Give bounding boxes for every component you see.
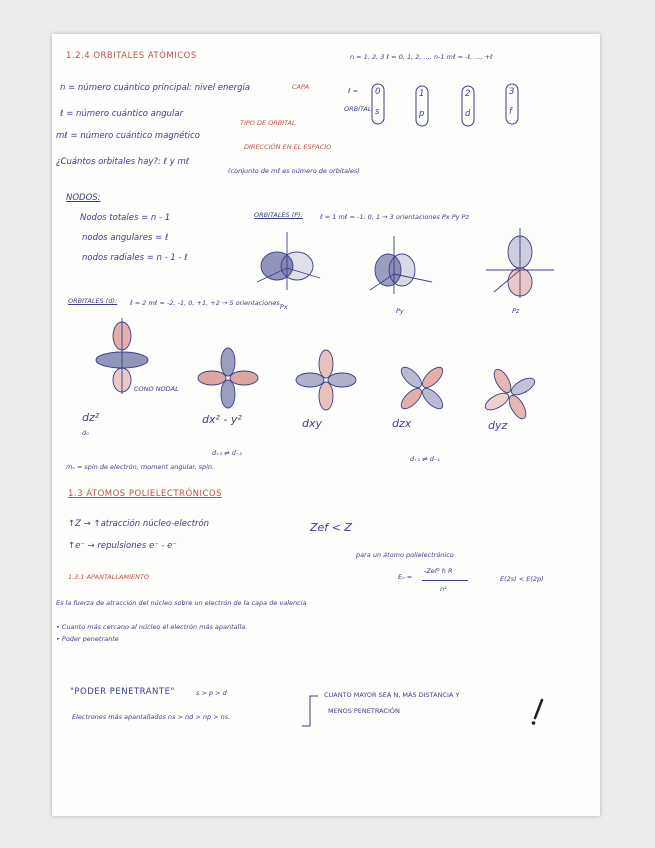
table-orbital-label: ORBITAL bbox=[344, 105, 372, 113]
dz2-orbital-sketch bbox=[86, 316, 166, 396]
table-l-1: 1 bbox=[419, 89, 425, 99]
dyz-orbital-sketch bbox=[480, 364, 540, 424]
table-orbital-f: f bbox=[509, 107, 512, 117]
formula-fraction-bar bbox=[422, 580, 468, 581]
ms-note: mₛ = spin de electrón, moment angular, spin. bbox=[66, 463, 215, 471]
penetration-note-1: CUANTO MAYOR SEA N, MÁS DISTANCIA Y bbox=[324, 691, 460, 699]
section-131-title: 1.3.1 APANTALLAMIENTO bbox=[68, 573, 150, 581]
py-orbital-sketch bbox=[364, 234, 434, 304]
table-l-label: ℓ = bbox=[348, 87, 359, 95]
def-n-tag: CAPA bbox=[292, 83, 310, 91]
py-label: Py bbox=[396, 307, 404, 315]
dzx-label: dzx bbox=[392, 417, 412, 430]
dxy-label: dxy bbox=[302, 417, 323, 430]
table-orbital-p: p bbox=[419, 109, 425, 119]
formula-denominator: n² bbox=[440, 585, 447, 593]
nodos-radial: nodos radiales = n - 1 - ℓ bbox=[82, 253, 188, 263]
def-l-tag: TIPO DE ORBITAL bbox=[240, 119, 296, 127]
bracket-arrow bbox=[300, 692, 320, 728]
penetration-order: s > p > d bbox=[196, 689, 227, 697]
pz-orbital-sketch bbox=[480, 226, 560, 306]
nodos-total: Nodos totales = n - 1 bbox=[80, 213, 171, 223]
dx2y2-orbital-sketch bbox=[196, 346, 260, 410]
exclamation-mark-icon bbox=[530, 698, 546, 726]
d-orbitals-desc: ℓ = 2 mℓ = -2, -1, 0, +1, +2 → 5 orientaciones. bbox=[130, 299, 282, 307]
def-n: n = número cuántico principal: nivel energía bbox=[60, 83, 251, 93]
notebook-page bbox=[52, 34, 600, 816]
table-l-3: 3 bbox=[509, 87, 515, 97]
energy-comparison: E(2s) < E(2p) bbox=[500, 575, 544, 583]
question-note: (conjunto de mℓ es número de orbitales) bbox=[228, 167, 360, 175]
nodos-title: NODOS: bbox=[66, 193, 101, 203]
dx2y2-label: dx² - y² bbox=[202, 413, 242, 426]
dz2-label: dz² bbox=[82, 411, 100, 424]
question-orbitales: ¿Cuántos orbitales hay?: ℓ y mℓ bbox=[56, 157, 190, 167]
nodos-angular: nodos angulares = ℓ bbox=[82, 233, 169, 243]
px-orbital-sketch bbox=[252, 230, 322, 300]
pz-label: Pz bbox=[512, 307, 520, 315]
formula-lhs: Eₙ = bbox=[398, 573, 413, 581]
zef-relation: Zef < Z bbox=[310, 521, 352, 534]
apantallamiento-def: Es la fuerza de atracción del núcleo sobre un electrón de la capa de valencia bbox=[56, 599, 307, 607]
cono-nodal-label: CONO NODAL bbox=[134, 385, 179, 393]
apantallamiento-bullet-1: • Cuanto más cercano al núcleo el electrón más apantalla. bbox=[56, 623, 248, 631]
table-l-0: 0 bbox=[375, 87, 381, 97]
px-label: Px bbox=[280, 303, 288, 311]
dzx-orbital-sketch bbox=[392, 358, 452, 418]
penetration-note-2: MENOS PENETRACIÓN bbox=[328, 707, 400, 715]
d-equivalence-1: d₊₂ ⇌ d₋₂ bbox=[212, 449, 242, 457]
para-polielectronico: para un átomo polielectrónico bbox=[356, 551, 454, 559]
section-13-title: 1.3 ÁTOMOS POLIELECTRÓNICOS bbox=[68, 489, 223, 499]
electrones-apantallados: Electrones más apantallados ns > nd > np > ns. bbox=[72, 713, 231, 721]
def-ml: mℓ = número cuántico magnético bbox=[56, 131, 200, 141]
section-title-orbitales: 1.2.4 ORBITALES ATÓMICOS bbox=[66, 51, 197, 61]
d-equivalence-2: d₊₁ ⇌ d₋₁ bbox=[410, 455, 440, 463]
apantallamiento-bullet-2: • Poder penetrante bbox=[56, 635, 119, 643]
def-l: ℓ = número cuántico angular bbox=[60, 109, 184, 119]
p-orbitals-desc: ℓ = 1 mℓ = -1, 0, 1 → 3 orientaciones Px Py Pz bbox=[320, 213, 469, 221]
table-l-2: 2 bbox=[465, 89, 471, 99]
d-orbitals-label: ORBITALES (d): bbox=[68, 297, 118, 305]
d0-label: d₀ bbox=[82, 429, 89, 437]
section-13-e-line: ↑e⁻ → repulsiones e⁻ - e⁻ bbox=[68, 541, 177, 551]
table-orbital-s: s bbox=[375, 107, 380, 117]
orbital-table-sketch bbox=[370, 82, 530, 136]
p-orbitals-label: ORBITALES (P): bbox=[254, 211, 303, 219]
poder-penetrante: "PODER PENETRANTE" bbox=[70, 687, 175, 697]
quantum-ranges: n = 1, 2, 3 ℓ = 0, 1, 2, ..., n-1 mℓ = -ℓ, ..., +ℓ bbox=[350, 53, 493, 61]
dxy-orbital-sketch bbox=[294, 348, 358, 412]
section-13-z-line: ↑Z → ↑atracción núcleo-electrón bbox=[68, 519, 210, 529]
formula-numerator: -Zef² h R bbox=[424, 567, 453, 575]
def-ml-tag: DIRECCIÓN EN EL ESPACIO bbox=[244, 143, 332, 151]
dyz-label: dyz bbox=[488, 419, 508, 432]
table-orbital-d: d bbox=[465, 109, 471, 119]
